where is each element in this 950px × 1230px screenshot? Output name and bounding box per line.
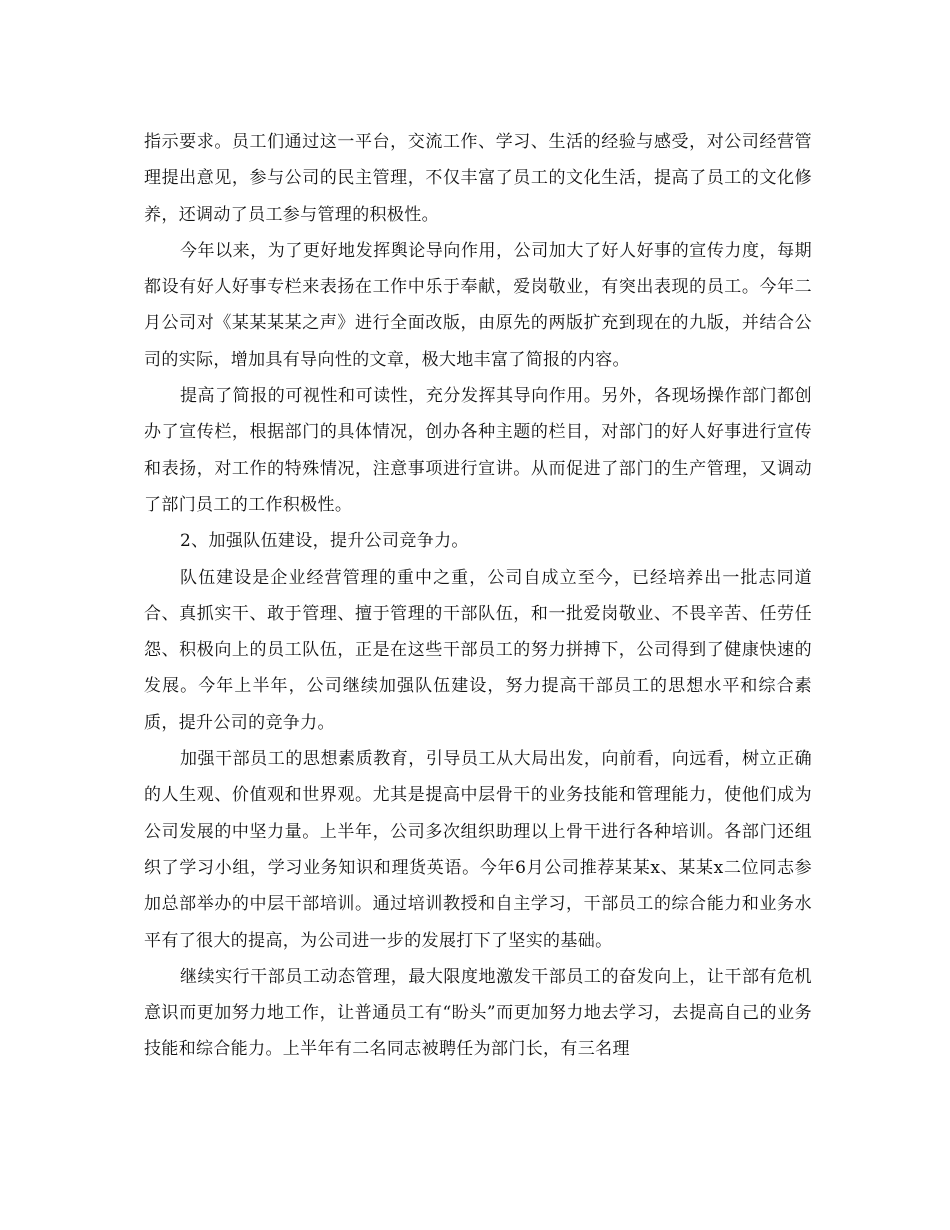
paragraph-3: 提高了简报的可视性和可读性，充分发挥其导向作用。另外，各现场操作部门都创办了宣传栏，根据部门的具体情况，创办各种主题的栏目，对部门的好人好事进行宣传和表扬，对工作的特殊情况，注意事项进行宣讲。从而促进了部门的生产管理，又调动了部门员工的工作积极性。: [144, 386, 812, 515]
paragraph-2: 今年以来，为了更好地发挥舆论导向作用，公司加大了好人好事的宣传力度，每期都设有好人好事专栏来表扬在工作中乐于奉献，爱岗敬业，有突出表现的员工。今年二月公司对《某某某某之声》进行全面改版，由原先的两版扩充到现在的九版，并结合公司的实际，增加具有导向性的文章，极大地丰富了简报的内容。: [144, 240, 812, 370]
document-page: [144, 124, 812, 1068]
paragraph-6: 继续实行干部员工动态管理，最大限度地激发干部员工的奋发向上，让干部有危机意识而更加努力地工作，让普通员工有“盼头”而更加努力地去学习，去提高自己的业务技能和综合能力。上半年有二名同志被聘任为部门长，有三名理: [144, 966, 812, 1060]
paragraph-5: 加强干部员工的思想素质教育，引导员工从大局出发，向前看，向远看，树立正确的人生观、价值观和世界观。尤其是提高中层骨干的业务技能和管理能力，使他们成为公司发展的中坚力量。上半年，公司多次组织助理以上骨干进行各种培训。各部门还组织了学习小组，学习业务知识和理货英语。今年6月公司推荐某某x、某某x二位同志参加总部举办的中层干部培训。通过培训教授和自主学习，干部员工的综合能力和业务水平有了很大的提高，为公司进一步的发展打下了坚实的基础。: [144, 749, 812, 951]
paragraph-4: 队伍建设是企业经营管理的重中之重，公司自成立至今，已经培养出一批志同道合、真抓实干、敢于管理、擅于管理的干部队伍，和一批爱岗敬业、不畏辛苦、任劳任怨、积极向上的员工队伍，正是在这些干部员工的努力拼搏下，公司得到了健康快速的发展。今年上半年，公司继续加强队伍建设，努力提高干部员工的思想水平和综合素质，提升公司的竞争力。: [144, 567, 812, 733]
section-heading-2: 2、加强队伍建设，提升公司竞争力。: [180, 531, 469, 552]
paragraph-1: 指示要求。员工们通过这一平台，交流工作、学习、生活的经验与感受，对公司经营管理提出意见，参与公司的民主管理，不仅丰富了员工的文化生活，提高了员工的文化修养，还调动了员工参与管理的积极性。: [144, 132, 812, 225]
